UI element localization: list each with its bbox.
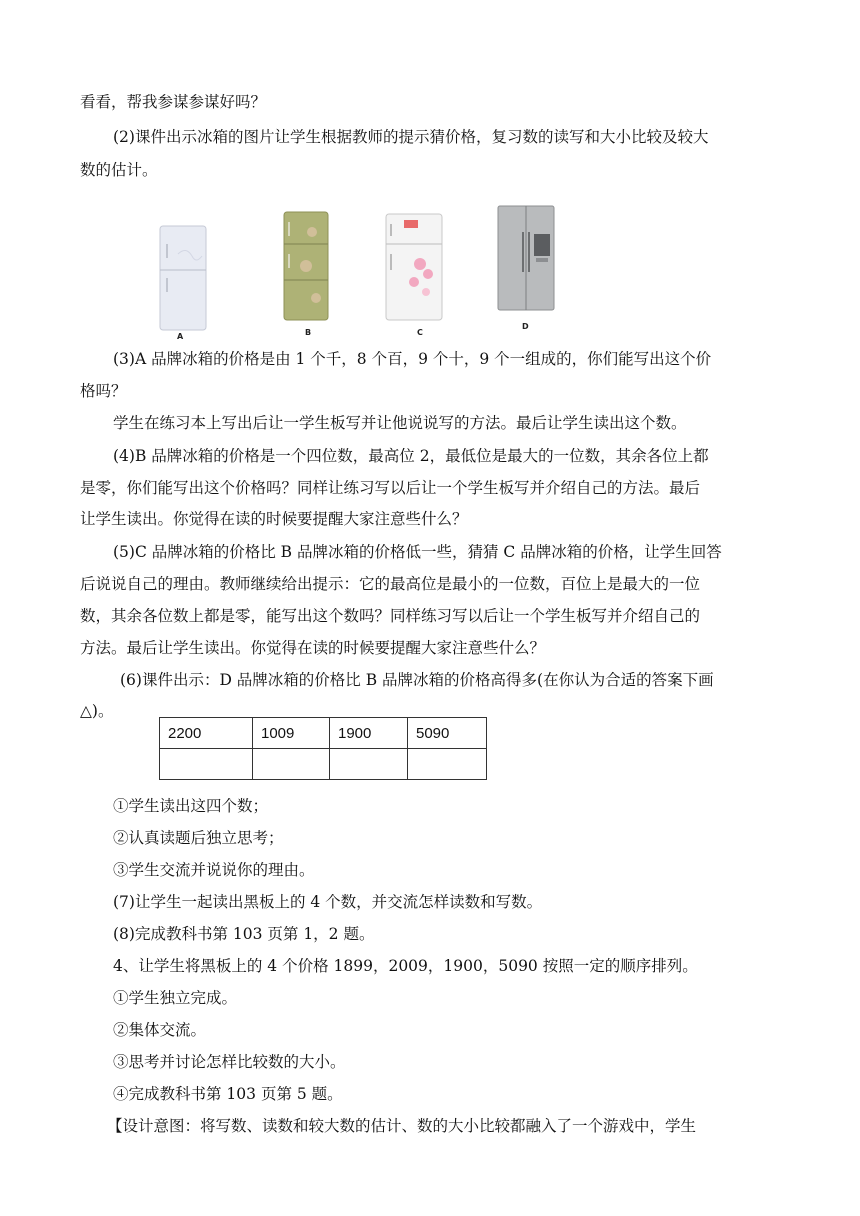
para-2-line-1: (2)课件出示冰箱的图片让学生根据教师的提示猜价格，复习数的读写和大小比较及较大 bbox=[113, 128, 709, 146]
option-cell: 1900 bbox=[330, 718, 408, 749]
para-4-line-1: (4)B 品牌冰箱的价格是一个四位数，最高位 2，最低位是最大的一位数，其余各位上都 bbox=[113, 447, 709, 465]
step-1: ①学生读出这四个数； bbox=[113, 797, 269, 815]
answer-cell bbox=[160, 749, 253, 780]
para-3-line-1: (3)A 品牌冰箱的价格是由 1 个千，8 个百，9 个十，9 个一组成的，你们能写出这个价 bbox=[113, 350, 712, 368]
para-5-line-4: 方法。最后让学生读出。你觉得在读的时候要提醒大家注意些什么？ bbox=[80, 639, 546, 657]
task-4: ④完成教科书第 103 页第 5 题。 bbox=[113, 1085, 343, 1103]
para-5-line-3: 数，其余各位数上都是零，能写出这个数吗？同样练习写以后让一个学生板写并介绍自己的 bbox=[80, 607, 701, 625]
para-5-line-1: (5)C 品牌冰箱的价格比 B 品牌冰箱的价格低一些，猜猜 C 品牌冰箱的价格，让学生回答 bbox=[113, 543, 722, 561]
para-3-line-2: 格吗？ bbox=[80, 382, 127, 400]
fridge-c-image bbox=[384, 212, 444, 322]
fridge-a-label: A bbox=[177, 332, 184, 341]
fridge-c-label: C bbox=[417, 328, 423, 337]
para-2-line-2: 数的估计。 bbox=[80, 161, 158, 179]
para-4-line-2: 是零，你们能写出这个价格吗？同样让练习写以后让一个学生板写并介绍自己的方法。最后 bbox=[80, 479, 701, 497]
fridge-d-label: D bbox=[522, 322, 529, 331]
step-2: ②认真读题后独立思考； bbox=[113, 829, 284, 847]
fridge-a-image bbox=[158, 224, 208, 334]
fridge-d-image bbox=[496, 204, 556, 312]
table-row bbox=[160, 749, 487, 780]
para-6-line-1: (6)课件出示：D 品牌冰箱的价格比 B 品牌冰箱的价格高得多(在你认为合适的答案下画 bbox=[120, 671, 714, 689]
answer-cell bbox=[408, 749, 487, 780]
task-2: ②集体交流。 bbox=[113, 1021, 207, 1039]
task-1: ①学生独立完成。 bbox=[113, 989, 238, 1007]
price-options-table bbox=[159, 717, 487, 780]
para-7: (7)让学生一起读出黑板上的 4 个数，并交流怎样读数和写数。 bbox=[113, 893, 543, 911]
step-3: ③学生交流并说说你的理由。 bbox=[113, 861, 315, 879]
fridge-b-label: B bbox=[305, 328, 312, 337]
para-6-line-2: △)。 bbox=[80, 702, 114, 720]
fridge-images bbox=[150, 204, 570, 344]
option-cell: 1009 bbox=[253, 718, 330, 749]
para-8: (8)完成教科书第 103 页第 1，2 题。 bbox=[113, 925, 375, 943]
para-9: 4、让学生将黑板上的 4 个价格 1899，2009，1900，5090 按照一定的顺序排列。 bbox=[113, 957, 698, 975]
fridge-b-image bbox=[282, 210, 330, 322]
option-cell: 2200 bbox=[160, 718, 253, 749]
para-line-1: 看看，帮我参谋参谋好吗？ bbox=[80, 93, 267, 111]
design-intent: 【设计意图：将写数、读数和较大数的估计、数的大小比较都融入了一个游戏中，学生 bbox=[107, 1117, 697, 1135]
option-cell: 5090 bbox=[408, 718, 487, 749]
answer-cell bbox=[330, 749, 408, 780]
para-4-line-3: 让学生读出。你觉得在读的时候要提醒大家注意些什么？ bbox=[80, 510, 468, 528]
task-3: ③思考并讨论怎样比较数的大小。 bbox=[113, 1053, 346, 1071]
para-5-line-2: 后说说自己的理由。教师继续给出提示：它的最高位是最小的一位数，百位上是最大的一位 bbox=[80, 575, 701, 593]
table-row bbox=[160, 718, 487, 749]
answer-cell bbox=[253, 749, 330, 780]
para-3-line-3: 学生在练习本上写出后让一学生板写并让他说说写的方法。最后让学生读出这个数。 bbox=[113, 414, 687, 432]
